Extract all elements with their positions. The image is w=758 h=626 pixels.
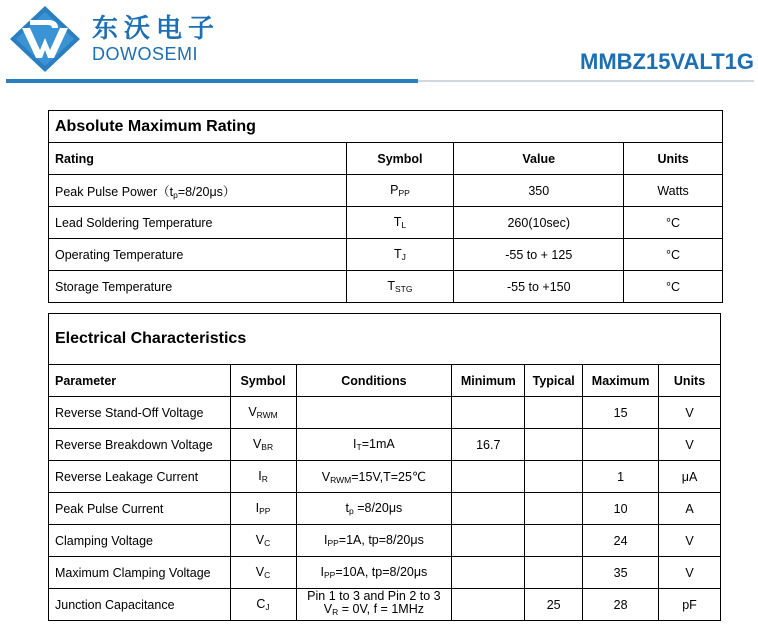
- ec-maximum-cell: 1: [583, 461, 659, 493]
- ec-parameter-cell: Clamping Voltage: [49, 525, 231, 557]
- amr-rating-cell: Storage Temperature: [49, 271, 347, 303]
- company-name-cn: 东沃电子: [92, 14, 221, 44]
- ec-col-maximum: Maximum: [583, 365, 659, 397]
- ec-typical-cell: [525, 397, 583, 429]
- ec-parameter-cell: Reverse Stand-Off Voltage: [49, 397, 231, 429]
- amr-symbol-cell: $T_{STG}$: [346, 271, 454, 303]
- ec-symbol-cell: $V_C$: [230, 525, 296, 557]
- amr-rating-cell: Peak Pulse $Power(t_p=8/20\mu s)$: [49, 175, 347, 207]
- ec-maximum-cell: 15: [583, 397, 659, 429]
- amr-symbol-cell: $T_L$: [346, 207, 454, 239]
- amr-col-rating: Rating: [49, 143, 347, 175]
- amr-value-cell: 260(10sec): [454, 207, 624, 239]
- amr-units-cell: °C: [624, 271, 723, 303]
- amr-rating-cell: Lead Soldering Temperature: [49, 207, 347, 239]
- table-row: [49, 397, 721, 429]
- dw-diamond-logo-icon: [8, 4, 82, 74]
- ec-section-title: Electrical Characteristics: [49, 314, 721, 365]
- header-divider-blue: [6, 79, 418, 83]
- table-row: [49, 557, 721, 589]
- ec-col-symbol: Symbol: [230, 365, 296, 397]
- table-row: [49, 175, 723, 207]
- ec-units-cell: μA: [659, 461, 721, 493]
- ec-col-conditions: Conditions: [296, 365, 452, 397]
- ec-units-cell: V: [659, 557, 721, 589]
- ec-minimum-cell: [452, 397, 525, 429]
- ec-conditions-cell: [296, 397, 452, 429]
- amr-col-value: Value: [454, 143, 624, 175]
- table-row: [49, 239, 723, 271]
- ec-units-cell: V: [659, 429, 721, 461]
- ec-typical-cell: [525, 557, 583, 589]
- amr-section-title: Absolute Maximum Rating: [49, 111, 723, 143]
- table-row: [49, 207, 723, 239]
- amr-value-cell: -55 to + 125: [454, 239, 624, 271]
- ec-parameter-cell: Reverse Breakdown Voltage: [49, 429, 231, 461]
- ec-conditions-cell: $I_{PP}=10A$, tp=8/20μs: [296, 557, 452, 589]
- amr-units-cell: °C: [624, 239, 723, 271]
- ec-col-units: Units: [659, 365, 721, 397]
- ec-conditions-cell: $I_T=1mA$: [296, 429, 452, 461]
- amr-value-cell: -55 to +150: [454, 271, 624, 303]
- absolute-maximum-rating-table: [48, 110, 723, 303]
- ec-col-parameter: Parameter: [49, 365, 231, 397]
- table-row: [49, 493, 721, 525]
- ec-symbol-cell: $V_{RWM}$: [230, 397, 296, 429]
- ec-typical-cell: 25: [525, 589, 583, 621]
- ec-typical-cell: [525, 429, 583, 461]
- amr-units-cell: °C: [624, 207, 723, 239]
- ec-typical-cell: [525, 493, 583, 525]
- ec-parameter-cell: Maximum Clamping Voltage: [49, 557, 231, 589]
- table-row: [49, 589, 721, 621]
- ec-units-cell: pF: [659, 589, 721, 621]
- amr-symbol-cell: $P_{PP}$: [346, 175, 454, 207]
- ec-minimum-cell: [452, 589, 525, 621]
- ec-maximum-cell: 24: [583, 525, 659, 557]
- electrical-characteristics-table: [48, 313, 721, 621]
- table-row: [49, 429, 721, 461]
- ec-parameter-cell: Junction Capacitance: [49, 589, 231, 621]
- amr-header-row: [49, 143, 723, 175]
- ec-minimum-cell: [452, 557, 525, 589]
- ec-maximum-cell: 10: [583, 493, 659, 525]
- part-number-title: MMBZ15VALT1G: [580, 49, 754, 74]
- amr-symbol-cell: $T_J$: [346, 239, 454, 271]
- ec-minimum-cell: 16.7: [452, 429, 525, 461]
- ec-maximum-cell: 28: [583, 589, 659, 621]
- amr-rating-cell: Operating Temperature: [49, 239, 347, 271]
- ec-conditions-cell: $I_{PP}=1A$, tp=8/20μs: [296, 525, 452, 557]
- ec-parameter-cell: Reverse Leakage Current: [49, 461, 231, 493]
- ec-col-typical: Typical: [525, 365, 583, 397]
- amr-units-cell: Watts: [624, 175, 723, 207]
- ec-typical-cell: [525, 461, 583, 493]
- amr-col-units: Units: [624, 143, 723, 175]
- ec-units-cell: A: [659, 493, 721, 525]
- table-row: [49, 461, 721, 493]
- ec-units-cell: V: [659, 525, 721, 557]
- ec-symbol-cell: $I_{PP}$: [230, 493, 296, 525]
- ec-units-cell: V: [659, 397, 721, 429]
- ec-maximum-cell: [583, 429, 659, 461]
- ec-symbol-cell: $V_C$: [230, 557, 296, 589]
- ec-parameter-cell: Peak Pulse Current: [49, 493, 231, 525]
- ec-minimum-cell: [452, 461, 525, 493]
- ec-conditions-cell: $V_{RWM}=15V,T=25℃$: [296, 461, 452, 493]
- ec-minimum-cell: [452, 493, 525, 525]
- ec-symbol-cell: $I_R$: [230, 461, 296, 493]
- company-name-en: DOWOSEMI: [92, 44, 198, 64]
- ec-symbol-cell: $V_{BR}$: [230, 429, 296, 461]
- ec-symbol-cell: $C_J$: [230, 589, 296, 621]
- ec-conditions-cell: $t_p =8/20\mu s$: [296, 493, 452, 525]
- amr-col-symbol: Symbol: [346, 143, 454, 175]
- ec-conditions-cell: Pin 1 to 3 and Pin 2 to 3 $V_R = 0V$, f = 1MHz: [296, 589, 452, 621]
- ec-typical-cell: [525, 525, 583, 557]
- table-row: [49, 271, 723, 303]
- ec-col-minimum: Minimum: [452, 365, 525, 397]
- amr-value-cell: 350: [454, 175, 624, 207]
- ec-maximum-cell: 35: [583, 557, 659, 589]
- header-divider-gray: [418, 80, 754, 82]
- ec-header-row: [49, 365, 721, 397]
- ec-minimum-cell: [452, 525, 525, 557]
- table-row: [49, 525, 721, 557]
